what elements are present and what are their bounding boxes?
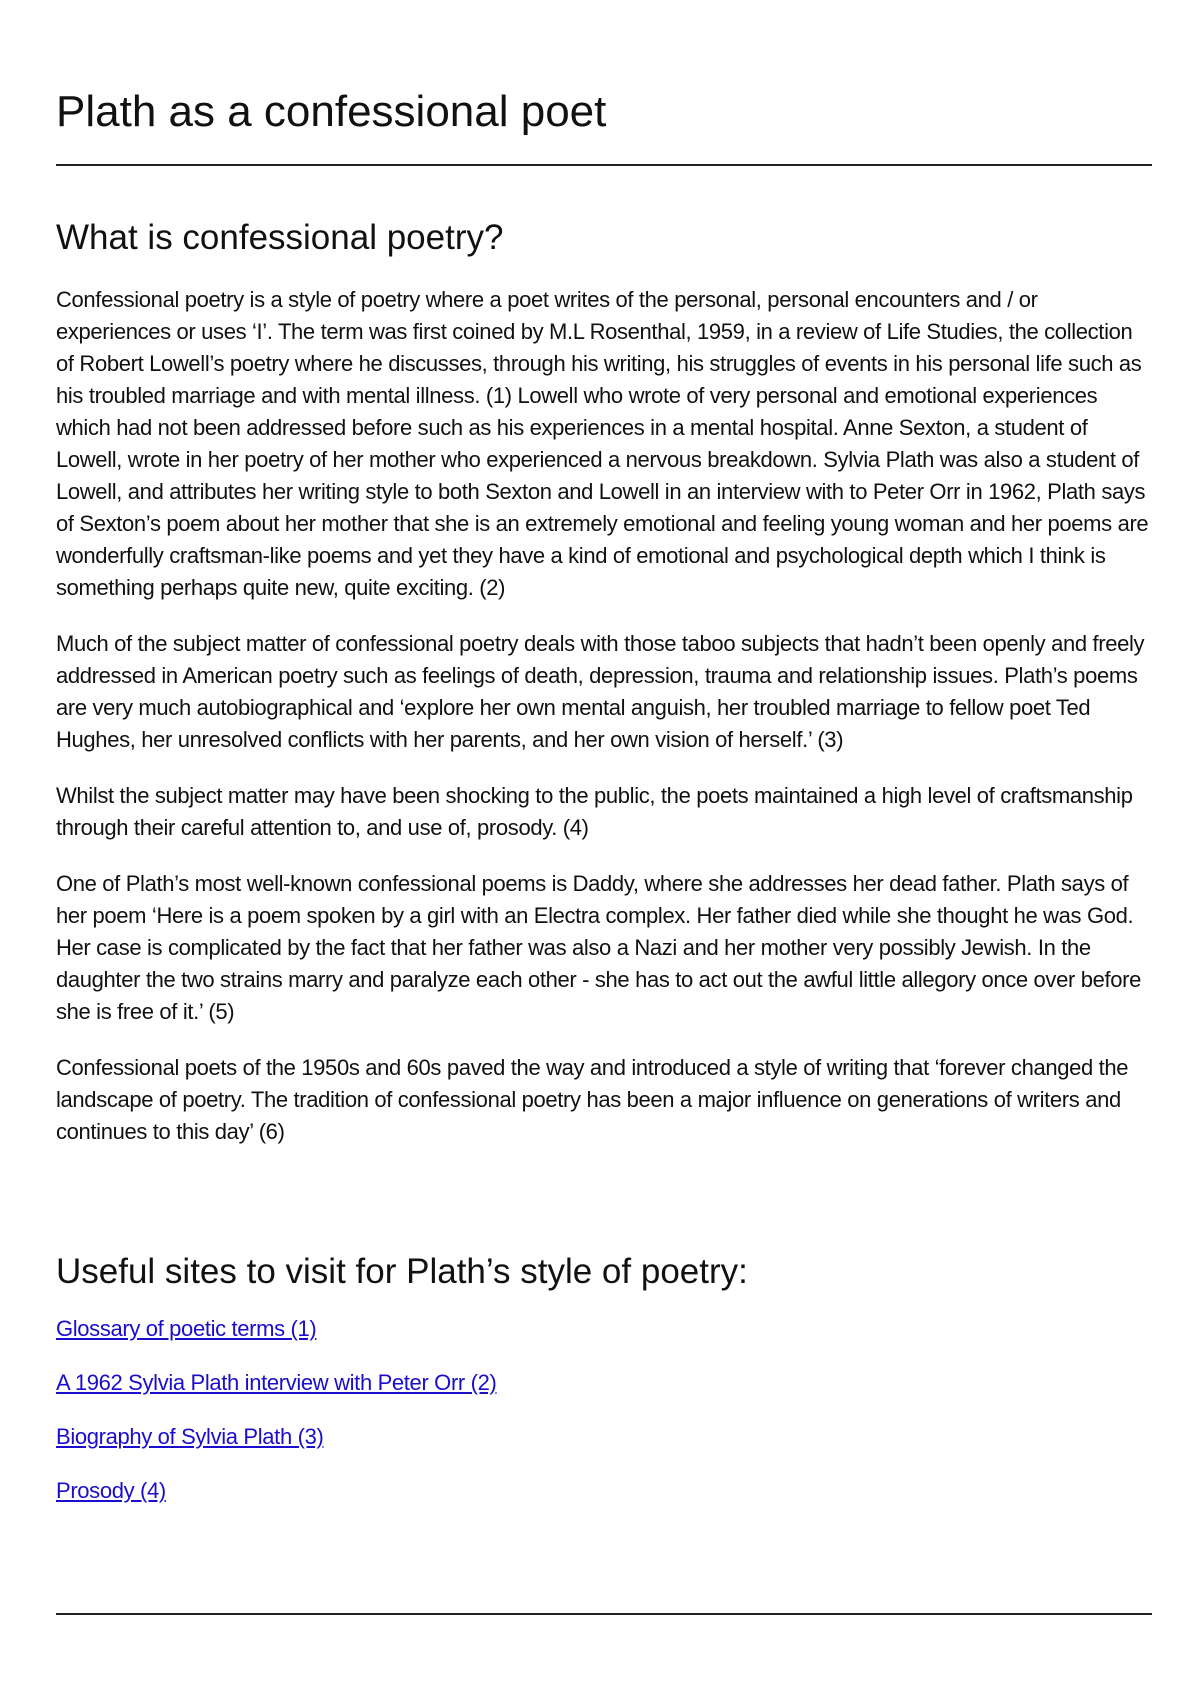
link-glossary-poetic-terms[interactable]: Glossary of poetic terms (1) (56, 1316, 317, 1341)
paragraph-legacy: Confessional poets of the 1950s and 60s paved the way and introduced a style of writing that ‘forever changed the landscape of poetry. The tradition of confessional poetry has been a major influence on generations of writers and continues to this day’ (6) (56, 1055, 1129, 1144)
title-divider (56, 164, 1152, 166)
paragraph-definition: Confessional poetry is a style of poetry where a poet writes of the personal, personal encounters and / or experiences or uses ‘I’. The term was first coined by M.L Rosenthal, 1959, in a review of Life Studies, the collection of Robert Lowell’s poetry where he discusses, through his writing, his struggles of events in his personal life such as his troubled marriage and with mental illness. (1) Lowell who wrote of very personal and emotional experiences which had not been addressed before such as his experiences in a mental hospital. Anne Sexton, a student of Lowell, wrote in her poetry of her mother who experienced a nervous breakdown. Sylvia Plath was also a student of Lowell, and attributes her writing style to both Sexton and Lowell in an interview with to Peter Orr in 1962, Plath says of Sexton’s poem about her mother that she is an extremely emotional and feeling young woman and her poems are wonderfully craftsman-like poems and yet they have a kind of emotional and psychological depth which I think is something perhaps quite new, quite exciting. (2) (56, 287, 1149, 600)
section-heading-useful-sites: Useful sites to visit for Plath’s style of poetry: (56, 1252, 748, 1291)
link-plath-biography[interactable]: Biography of Sylvia Plath (3) (56, 1424, 324, 1449)
paragraph-craftsmanship: Whilst the subject matter may have been shocking to the public, the poets maintained a high level of craftsmanship through their careful attention to, and use of, prosody. (4) (56, 783, 1133, 840)
section-heading-confessional-poetry: What is confessional poetry? (56, 218, 504, 257)
footer-divider (56, 1613, 1152, 1615)
link-plath-interview[interactable]: A 1962 Sylvia Plath interview with Peter Orr (2) (56, 1370, 497, 1395)
paragraph-subject-matter: Much of the subject matter of confessional poetry deals with those taboo subjects that hadn’t been openly and freely addressed in American poetry such as feelings of death, depression, trauma and relationship issues. Plath’s poems are very much autobiographical and ‘explore her own mental anguish, her troubled marriage to fellow poet Ted Hughes, her unresolved conflicts with her parents, and her own vision of herself.’ (3) (56, 631, 1145, 752)
link-prosody[interactable]: Prosody (4) (56, 1478, 166, 1503)
article-body (56, 284, 1152, 1172)
useful-sites-list (56, 1313, 1152, 1529)
paragraph-daddy: One of Plath’s most well-known confessional poems is Daddy, where she addresses her dead father. Plath says of her poem ‘Here is a poem spoken by a girl with an Electra complex. Her father died while she thought he was God. Her case is complicated by the fact that her father was also a Nazi and her mother very possibly Jewish. In the daughter the two strains marry and paralyze each other - she has to act out the awful little allegory once over before she is free of it.’ (5) (56, 871, 1141, 1024)
page-title: Plath as a confessional poet (56, 87, 607, 136)
